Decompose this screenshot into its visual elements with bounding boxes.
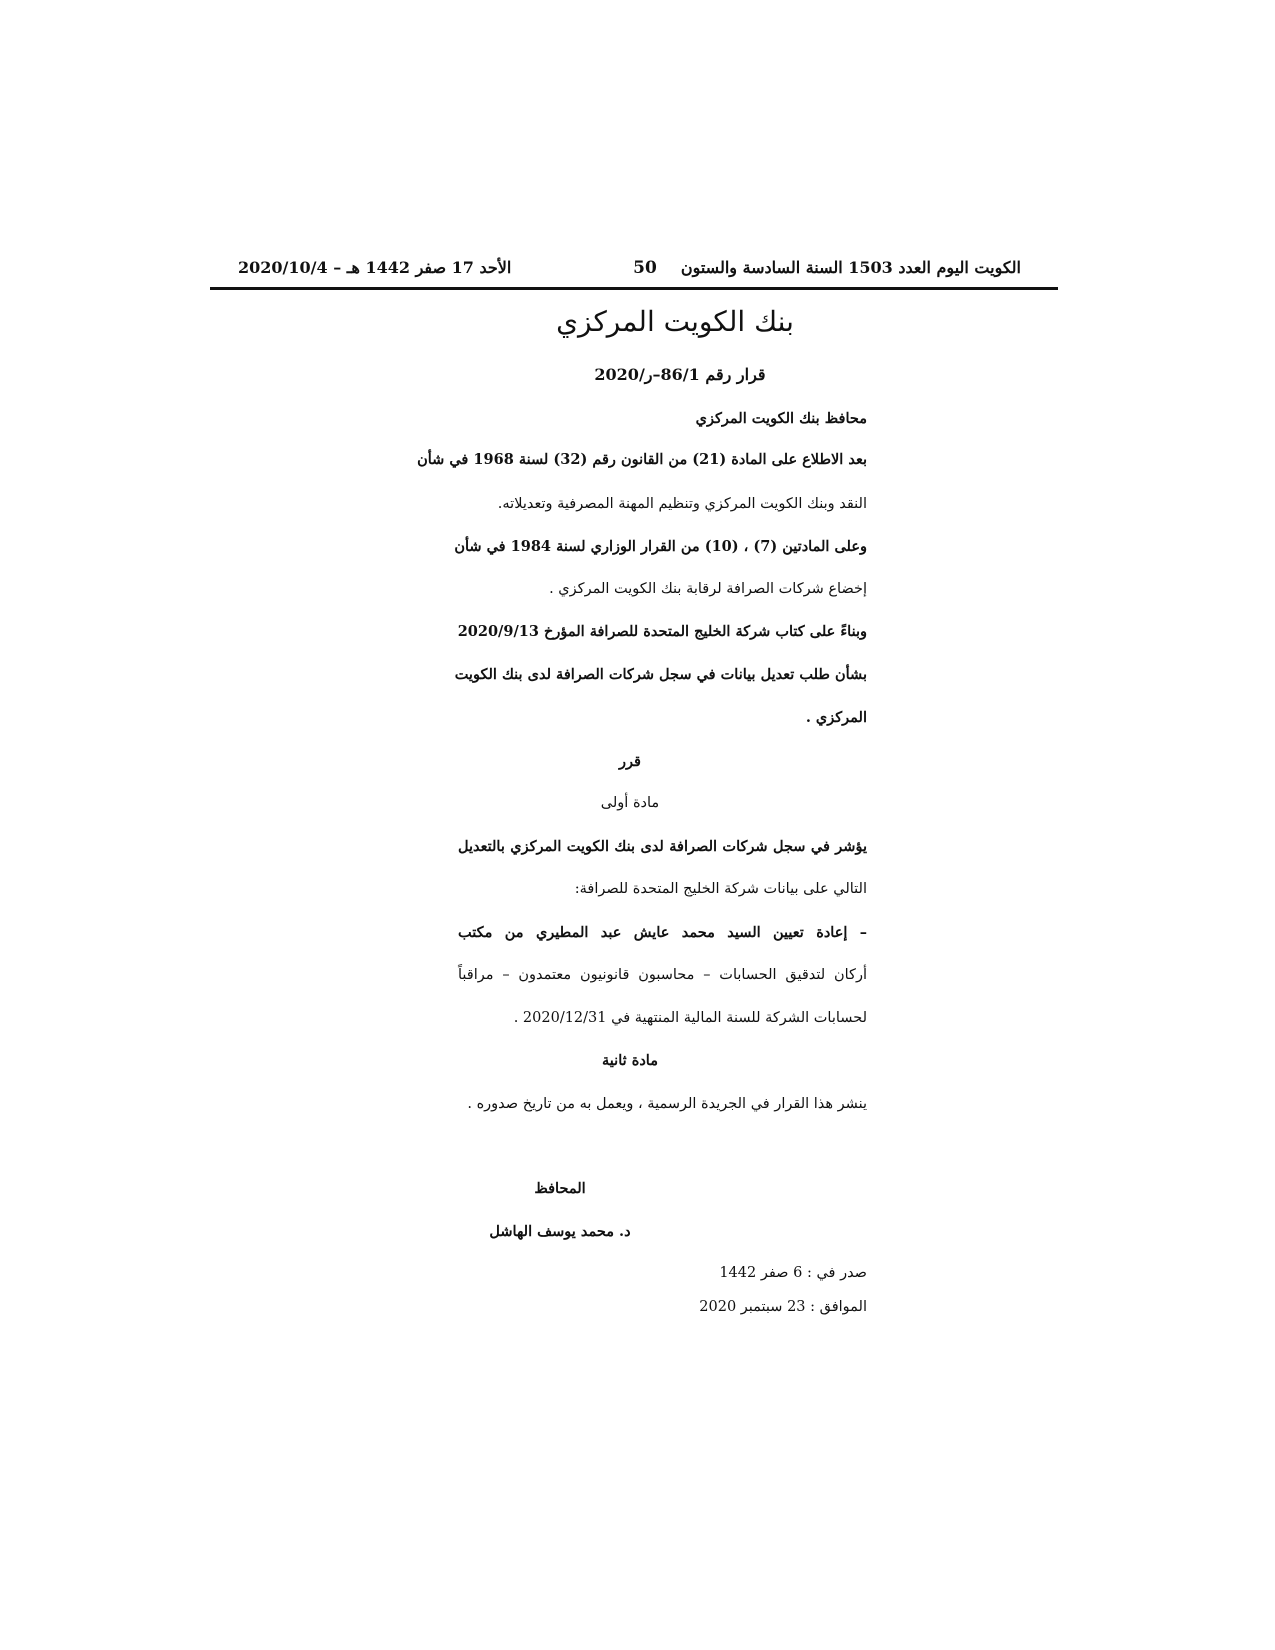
article-1-line: التالي على بيانات شركة الخليج المتحدة للصرافة:: [574, 881, 867, 897]
article-1-title: مادة أولى: [600, 795, 660, 811]
issued-gregorian-date: الموافق : 23 سبتمبر 2020: [699, 1299, 867, 1315]
article-1-line: – إعادة تعيين السيد محمد عايش عبد المطيري من مكتب: [458, 924, 868, 941]
issued-hijri-date: صدر في : 6 صفر 1442: [719, 1265, 867, 1281]
preamble-line: المركزي .: [805, 709, 867, 726]
decree-number: قرار رقم 86/1–ر/2020: [594, 365, 766, 384]
preamble-line: بشأن طلب تعديل بيانات في سجل شركات الصرافة لدى بنك الكويت: [454, 666, 867, 683]
signature-title: المحافظ: [534, 1180, 586, 1197]
article-2-line: ينشر هذا القرار في الجريدة الرسمية ، ويعمل به من تاريخ صدوره .: [467, 1096, 867, 1112]
issuer-line: محافظ بنك الكويت المركزي: [695, 410, 867, 427]
institution-title: بنك الكويت المركزي: [556, 305, 794, 338]
signatory-name: د. محمد يوسف الهاشل: [489, 1223, 631, 1240]
preamble-line: النقد وبنك الكويت المركزي وتنظيم المهنة المصرفية وتعديلاته.: [497, 496, 867, 512]
issue-date: الأحد 17 صفر 1442 هـ – 2020/10/4: [238, 258, 512, 277]
journal-issue-info: الكويت اليوم العدد 1503 السنة السادسة والستون: [680, 258, 1021, 277]
preamble-line: بعد الاطلاع على المادة (21) من القانون رقم (32) لسنة 1968 في شأن: [417, 451, 867, 468]
header-divider: [210, 287, 1058, 290]
article-1-line: لحسابات الشركة للسنة المالية المنتهية في 2020/12/31 .: [513, 1010, 867, 1026]
preamble-line: وعلى المادتين (7) ، (10) من القرار الوزاري لسنة 1984 في شأن: [454, 538, 867, 555]
preamble-line: إخضاع شركات الصرافة لرقابة بنك الكويت المركزي .: [549, 581, 867, 597]
preamble-line: وبناءً على كتاب شركة الخليج المتحدة للصرافة المؤرخ 2020/9/13: [457, 623, 867, 640]
page-number: 50: [633, 258, 657, 278]
decided-heading: قرر: [619, 753, 641, 770]
article-1-line: أركان لتدقيق الحسابات – محاسبون قانونيون معتمدون – مراقباً: [458, 967, 867, 983]
article-2-title: مادة ثانية: [602, 1052, 658, 1069]
article-1-line: يؤشر في سجل شركات الصرافة لدى بنك الكويت المركزي بالتعديل: [458, 838, 867, 855]
